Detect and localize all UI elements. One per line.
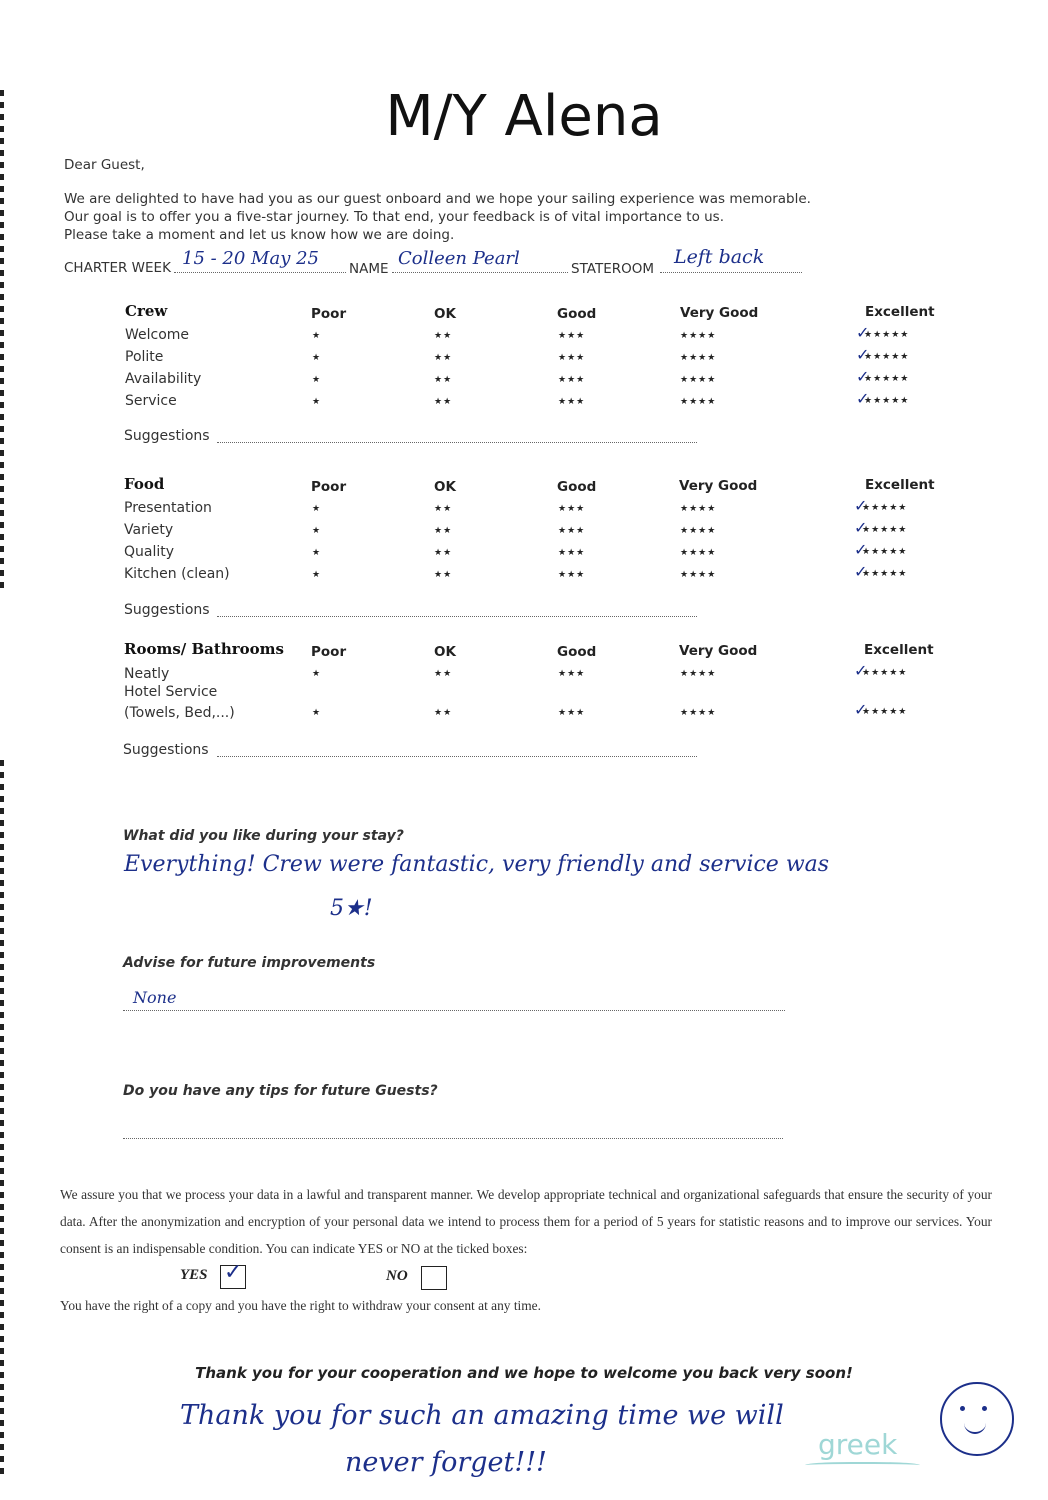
handwritten-note-continued: never forget!!! <box>345 1447 547 1478</box>
stateroom-value: Left back <box>674 246 765 268</box>
rating-option-good[interactable]: ★★★ <box>558 331 586 341</box>
intro-line: Our goal is to offer you a five-star journey. To that end, your feedback is of vital importance to us. <box>64 209 725 225</box>
yes-label: YES <box>180 1267 208 1283</box>
rating-option-ok[interactable]: ★★ <box>434 708 453 718</box>
closing-message: Thank you for your cooperation and we hope to welcome you back very soon! <box>195 1364 853 1382</box>
column-poor: Poor <box>311 479 347 495</box>
section-title: Crew <box>125 302 168 320</box>
column-very-good: Very Good <box>680 305 759 321</box>
row-label: Hotel Service <box>124 684 218 700</box>
rating-option-ok[interactable]: ★★ <box>434 397 453 407</box>
rating-option-excellent[interactable]: ✓ ★★★★★ <box>854 562 908 581</box>
check-mark-icon: ✓ <box>854 496 869 515</box>
rating-option-excellent[interactable]: ✓ ★★★★★ <box>854 700 908 719</box>
column-poor: Poor <box>311 306 347 322</box>
rating-option-good[interactable]: ★★★ <box>558 375 586 385</box>
check-mark-icon: ✓ <box>856 389 871 408</box>
rating-option-very-good[interactable]: ★★★★ <box>680 353 717 363</box>
charter-week-field[interactable] <box>174 248 346 273</box>
check-mark-icon: ✓ <box>854 700 869 719</box>
suggestions-field[interactable] <box>217 602 697 617</box>
row-label: Availability <box>125 371 202 387</box>
column-ok: OK <box>434 479 456 495</box>
watermark-logo: greek <box>818 1428 898 1461</box>
row-label: Service <box>125 393 177 409</box>
page-title: M/Y Alena <box>385 84 663 149</box>
rating-option-ok[interactable]: ★★ <box>434 353 453 363</box>
column-good: Good <box>557 479 597 495</box>
tips-answer-field[interactable] <box>123 1124 783 1139</box>
rating-option-very-good[interactable]: ★★★★ <box>680 708 717 718</box>
check-mark-icon: ✓ <box>856 323 871 342</box>
rating-option-ok[interactable]: ★★ <box>434 504 453 514</box>
column-good: Good <box>557 306 597 322</box>
column-good: Good <box>557 644 597 660</box>
rating-option-poor[interactable]: ★ <box>312 331 322 341</box>
rating-option-excellent[interactable]: ✓ ★★★★★ <box>856 389 910 408</box>
row-label: Welcome <box>125 327 190 343</box>
column-ok: OK <box>434 306 456 322</box>
rating-option-excellent[interactable]: ✓ ★★★★★ <box>856 367 910 386</box>
row-label: Variety <box>124 522 174 538</box>
rating-option-very-good[interactable]: ★★★★ <box>680 504 717 514</box>
stateroom-label: STATEROOM <box>571 261 655 277</box>
rating-option-very-good[interactable]: ★★★★ <box>680 526 717 536</box>
liked-answer-continued: 5★! <box>330 896 373 921</box>
rating-option-good[interactable]: ★★★ <box>558 708 586 718</box>
rating-option-ok[interactable]: ★★ <box>434 669 453 679</box>
row-label: Polite <box>125 349 164 365</box>
rating-option-ok[interactable]: ★★ <box>434 331 453 341</box>
watermark-wave-icon <box>805 1462 920 1470</box>
section-title: Rooms/ Bathrooms <box>124 640 284 658</box>
rating-option-poor[interactable]: ★ <box>312 548 322 558</box>
column-excellent: Excellent <box>865 304 935 320</box>
rating-option-excellent[interactable]: ✓ ★★★★★ <box>854 540 908 559</box>
row-label: Quality <box>124 544 175 560</box>
greeting: Dear Guest, <box>64 157 145 173</box>
rating-option-good[interactable]: ★★★ <box>558 669 586 679</box>
column-ok: OK <box>434 644 456 660</box>
suggestions-field[interactable] <box>217 428 697 443</box>
column-excellent: Excellent <box>865 477 935 493</box>
no-checkbox[interactable] <box>421 1266 447 1290</box>
rating-option-poor[interactable]: ★ <box>312 375 322 385</box>
rating-option-ok[interactable]: ★★ <box>434 375 453 385</box>
smiley-face-icon <box>940 1382 1014 1456</box>
row-label: Kitchen (clean) <box>124 566 230 582</box>
rating-option-good[interactable]: ★★★ <box>558 526 586 536</box>
charter-week-value: 15 - 20 May 25 <box>182 248 320 269</box>
question-liked-label: What did you like during your stay? <box>123 828 404 844</box>
rating-option-good[interactable]: ★★★ <box>558 570 586 580</box>
rating-option-good[interactable]: ★★★ <box>558 353 586 363</box>
rating-option-poor[interactable]: ★ <box>312 397 322 407</box>
name-field[interactable] <box>392 248 568 273</box>
intro-line: We are delighted to have had you as our guest onboard and we hope your sailing experience was memorable. <box>64 191 811 207</box>
rating-option-very-good[interactable]: ★★★★ <box>680 570 717 580</box>
rating-option-good[interactable]: ★★★ <box>558 504 586 514</box>
rating-option-excellent[interactable]: ✓ ★★★★★ <box>854 518 908 537</box>
suggestions-field[interactable] <box>217 742 697 757</box>
rating-option-excellent[interactable]: ✓ ★★★★★ <box>854 496 908 515</box>
row-label: Neatly <box>124 666 170 682</box>
check-mark-icon: ✓ <box>856 367 871 386</box>
no-label: NO <box>386 1268 408 1284</box>
check-mark-icon: ✓ <box>856 345 871 364</box>
check-mark-icon: ✓ <box>224 1260 243 1285</box>
row-label-detail: (Towels, Bed,...) <box>124 705 235 721</box>
rating-option-good[interactable]: ★★★ <box>558 548 586 558</box>
row-label: Presentation <box>124 500 212 516</box>
advise-answer: None <box>133 988 177 1007</box>
handwritten-note: Thank you for such an amazing time we will <box>180 1400 784 1431</box>
check-mark-icon: ✓ <box>854 540 869 559</box>
stateroom-field[interactable] <box>660 246 802 273</box>
rating-option-good[interactable]: ★★★ <box>558 397 586 407</box>
name-value: Colleen Pearl <box>398 248 520 269</box>
check-mark-icon: ✓ <box>854 562 869 581</box>
rating-option-poor[interactable]: ★ <box>312 526 322 536</box>
rating-option-ok[interactable]: ★★ <box>434 526 453 536</box>
rating-option-poor[interactable]: ★ <box>312 669 322 679</box>
section-title: Food <box>124 475 165 493</box>
suggestions-label: Suggestions <box>124 428 210 444</box>
rating-option-very-good[interactable]: ★★★★ <box>680 397 717 407</box>
yes-checkbox[interactable] <box>220 1260 246 1289</box>
intro-line: Please take a moment and let us know how we are doing. <box>64 227 455 243</box>
rating-option-poor[interactable]: ★ <box>312 504 322 514</box>
name-label: NAME <box>349 261 389 277</box>
question-tips-label: Do you have any tips for future Guests? <box>123 1083 438 1099</box>
suggestions-label: Suggestions <box>124 602 210 618</box>
rating-option-poor[interactable]: ★ <box>312 708 322 718</box>
rating-option-ok[interactable]: ★★ <box>434 548 453 558</box>
data-privacy-notice: We assure you that we process your data in a lawful and transparent manner. We develop appropriate technical and organizational safeguards that ensure the security of your data. After the anonymization and encryption of your personal data we intend to process them for a period of 5 years for statistic reasons and to improve our services. Your consent is an indispensable condition. You can indicate YES or NO at the ticked boxes: <box>60 1187 992 1256</box>
rating-option-ok[interactable]: ★★ <box>434 570 453 580</box>
check-mark-icon: ✓ <box>854 518 869 537</box>
rating-option-poor[interactable]: ★ <box>312 353 322 363</box>
scan-edge-mark <box>0 90 4 590</box>
column-poor: Poor <box>311 644 347 660</box>
column-excellent: Excellent <box>864 642 934 658</box>
rating-option-excellent[interactable]: ✓ ★★★★★ <box>856 345 910 364</box>
rating-option-very-good[interactable]: ★★★★ <box>680 375 717 385</box>
liked-answer[interactable]: Everything! Crew were fantastic, very friendly and service was <box>124 852 830 877</box>
suggestions-label: Suggestions <box>123 742 209 758</box>
advise-answer-field[interactable] <box>123 988 785 1011</box>
column-very-good: Very Good <box>679 478 758 494</box>
charter-week-label: CHARTER WEEK <box>64 260 171 276</box>
check-mark-icon: ✓ <box>854 661 869 680</box>
rating-option-very-good[interactable]: ★★★★ <box>680 548 717 558</box>
rating-option-poor[interactable]: ★ <box>312 570 322 580</box>
rating-option-very-good[interactable]: ★★★★ <box>680 669 717 679</box>
column-very-good: Very Good <box>679 643 758 659</box>
rating-option-excellent[interactable]: ✓ ★★★★★ <box>854 661 908 680</box>
question-advise-label: Advise for future improvements <box>123 955 376 971</box>
rating-option-excellent[interactable]: ✓ ★★★★★ <box>856 323 910 342</box>
rating-option-very-good[interactable]: ★★★★ <box>680 331 717 341</box>
consent-rights: You have the right of a copy and you have the right to withdraw your consent at any time. <box>60 1298 541 1313</box>
